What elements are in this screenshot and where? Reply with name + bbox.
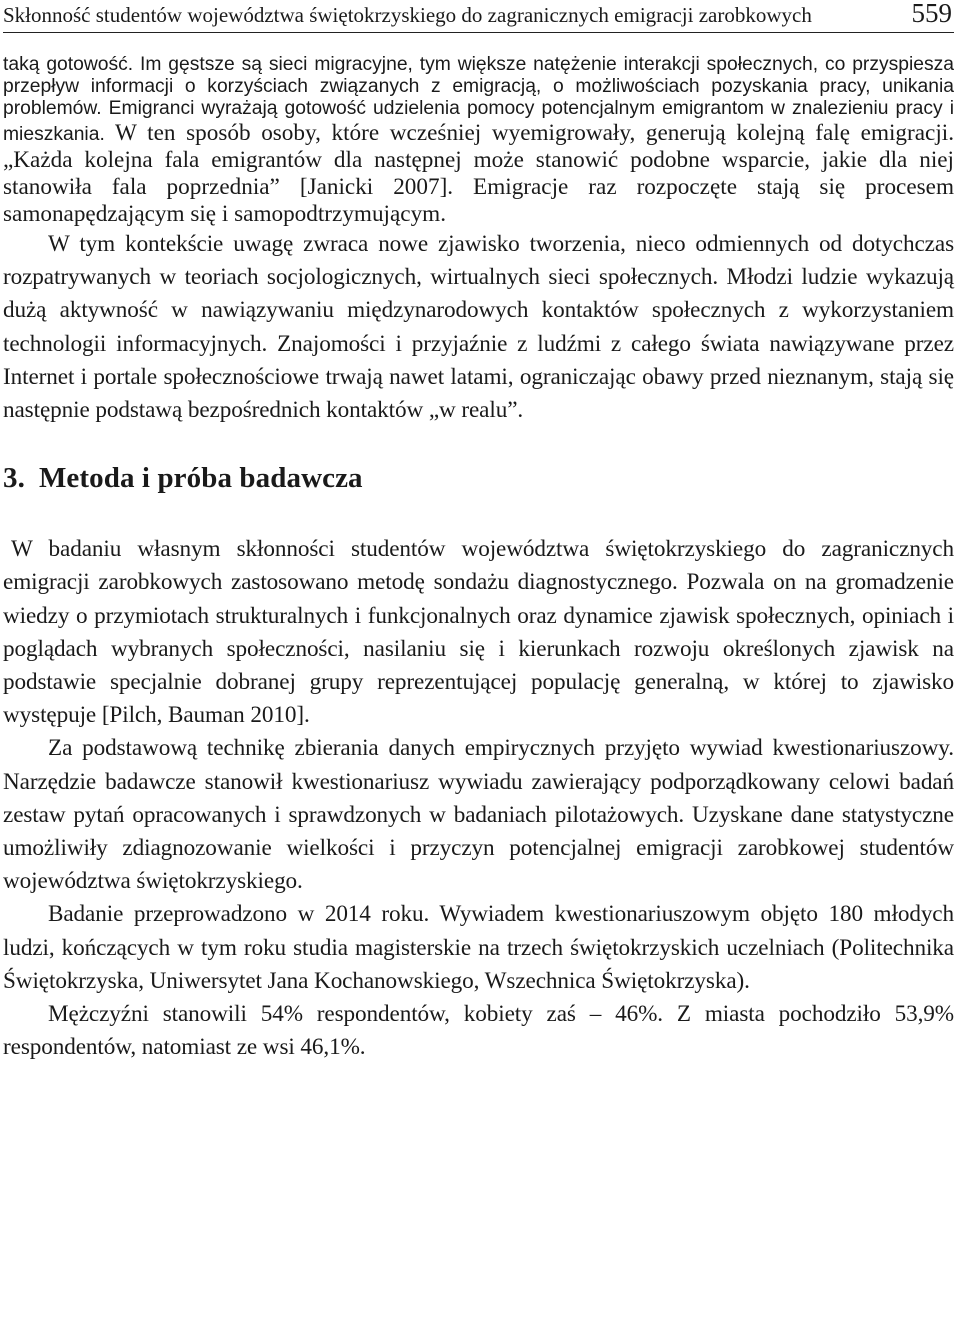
section-paragraph-1: W badaniu własnym skłonności studentów województwa świętokrzyskiego do zagranicznych emigracji zarobkowych zastosowano metodę sondażu diagnostycznego. Pozwala on na gromadzenie wiedzy o przymiotach strukturalnych i funkcjonalnych oraz dynamice zjawisk społecznych, opiniach i poglądach wybranych społeczności, nasilaniu się i kierunkach rozwoju określonych zjawisk na podstawie specjalnie dobranej grupy reprezentującej populację generalną, w której to zjawisko występuje [Pilch, Bauman 2010]. — [3, 536, 954, 729]
section-paragraph-2: Za podstawową technikę zbierania danych empirycznych przyjęto wywiad kwestionariuszowy. Narzędzie badawcze stanowił kwestionariusz wywiadu zawierający podporządkowany celowi badań zestaw pytań opracowanych i sprawdzonych w badaniach pilotażowych. Uzyskane dane statystyczne umożliwiły zdiagnozowanie wielkości i przyczyn potencjalnej emigracji zarobkowej studentów województwa świętokrzyskiego. — [3, 735, 954, 895]
running-header — [3, 0, 954, 33]
document-page — [3, 0, 954, 1064]
running-title: Skłonność studentów województwa świętokrzyskiego do zagranicznych emigracji zarobkowych — [3, 3, 812, 27]
section-title: Metoda i próba badawcza — [38, 462, 363, 495]
section-number: 3. — [3, 462, 25, 495]
body-paragraph-1 — [3, 54, 954, 228]
section-heading — [3, 460, 954, 496]
section-paragraph-4: Mężczyźni stanowili 54% respondentów, kobiety zaś – 46%. Z miasta pochodziło 53,9% respondentów, natomiast ze wsi 46,1%. — [3, 1001, 954, 1061]
section-paragraph-3: Badanie przeprowadzono w 2014 roku. Wywiadem kwestionariuszowym objęto 180 młodych ludzi, kończących w tym roku studia magisterskie na trzech świętokrzyskich uczelniach (Politechnika Świętokrzyska, Uniwersytet Jana Kochanowskiego, Wszechnica Świętokrzyska). — [3, 901, 954, 994]
paragraph-1-part-a: taką gotowość. Im gęstsze są sieci migracyjne, tym większe natężenie interakcji społecznych, co przyspiesza przepływ informacji o korzyściach związanych z emigracją, o możliwościach pozyskania pracy, unikania problemów. Emigranci wyrażają gotowość udzielenia pomocy potencjalnym emigrantom w znalezieniu pracy i mieszkania. — [3, 54, 954, 145]
body-paragraph-2: W tym kontekście uwagę zwraca nowe zjawisko tworzenia, nieco odmiennych od dotychczas rozpatrywanych w teoriach socjologicznych, wirtualnych sieci społecznych. Młodzi ludzie wykazują dużą aktywność w nawiązywaniu międzynarodowych kontaktów społecznych z wykorzystaniem technologii informacyjnych. Znajomości i przyjaźnie z ludźmi z całego świata nawiązywane przez Internet i portale społecznościowe trwają nawet latami, ograniczając obawy przed nieznanym, stają się następnie podstawą bezpośrednich kontaktów „w realu”. — [3, 231, 954, 424]
paragraph-1-part-b: W ten sposób osoby, które wcześniej wyemigrowały, generują kolejną falę emigracji. „Każda kolejna fala emigrantów dla następnej może stanowić podobne wsparcie, jakie dla niej stanowiła fala poprzednia” [Janicki 2007]. Emigracje raz rozpoczęte stają się procesem samonapędzającym się i samopodtrzymującym. — [3, 120, 954, 227]
page-number: 559 — [911, 0, 952, 28]
